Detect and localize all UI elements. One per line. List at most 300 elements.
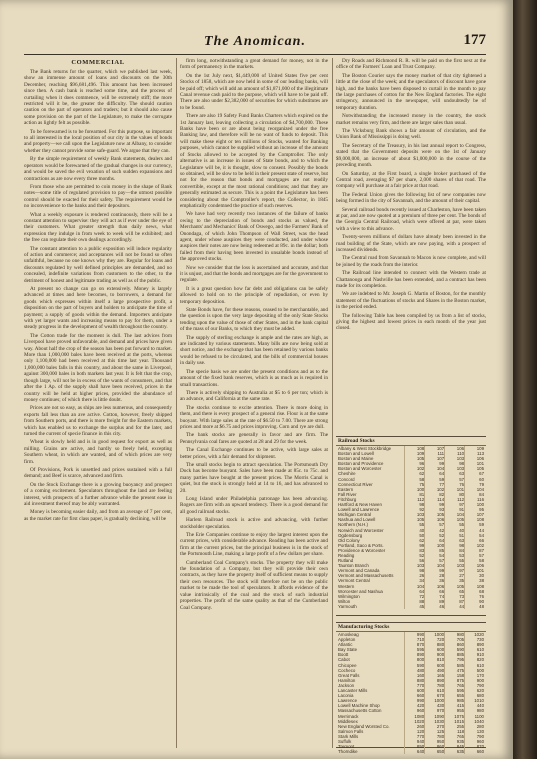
manufacturing-stocks-table [336,622,486,755]
column-2 [180,58,328,748]
stock-price: 102 [424,487,444,492]
stock-price: 600 [404,688,424,693]
stock-name: Lancaster Mills [338,688,368,694]
stock-price: 106 [444,446,464,451]
stock-price: 106 [464,563,486,568]
stock-price: 655 [444,693,464,698]
stock-price: 770 [404,683,424,688]
stock-name: Cabot [338,657,350,663]
stock-price: 107 [424,456,444,461]
stock-name: Nashua and Lowell [338,517,376,523]
stock-price: 40 [404,528,424,533]
stock-price: 98 [444,543,464,548]
stock-name: Rutland [338,558,354,564]
stock-price: 260 [404,724,424,729]
stock-price: 84 [444,548,464,553]
page-title: The Anomican. [204,34,306,49]
stock-price: 81 [404,492,424,497]
stock-name: Wilmington [338,593,360,599]
article-paragraph: The Secretary of the Treasury, in his last annual report to Congress, stated that the Government deposits were on the 1st of January $9,000,000, an increase of about $1,000,000 in the course of the preceding month. [336,142,486,169]
stock-price: 795 [444,657,464,662]
article-paragraph: Long Island under Philadelphia patronage has been advancing. Rogers are firm with an upward tendency. There is a good demand for all good railroad stocks. [180,496,328,515]
stock-price: 103 [444,466,464,471]
stock-name: Lowell Machine Shop [338,703,380,709]
stock-price: 730 [464,637,486,642]
stock-name: Lowell and Lawrence [338,507,380,513]
stock-price: 80 [444,492,464,497]
stock-price: 45 [404,604,424,609]
stock-price: 105 [444,517,464,522]
stock-price: 84 [464,492,486,497]
stock-price: 430 [424,703,444,708]
stock-price: 595 [444,688,464,693]
article-paragraph: Notwithstanding the increased money in the country, the stock market remains very firm, and there are larger sales than usual. [336,113,486,126]
stock-price: 65 [444,589,464,594]
article-paragraph: Money is becoming easier daily, and from an average of 7 per cent, as the market rate for first class paper, is gradually declining, will be [24,509,172,522]
stock-price: 102 [464,543,486,548]
stock-price: 99 [424,502,444,507]
stock-price: 950 [424,739,444,744]
stock-price: 590 [404,663,424,668]
stock-price: 1015 [444,719,464,724]
stock-price: 48 [464,604,486,609]
stock-price: 106 [424,517,444,522]
stock-price: 35 [444,578,464,583]
stock-price: 116 [464,497,486,502]
stock-price: 670 [424,693,444,698]
stock-price: 93 [424,507,444,512]
stock-price: 1100 [464,714,486,719]
stock-price: 91 [444,507,464,512]
stock-price: 59 [464,522,486,527]
stock-price: 109 [464,446,486,451]
stock-price: 910 [464,652,486,657]
section-heading: COMMERCIAL [71,59,125,66]
stock-price: 790 [464,734,486,739]
article-paragraph: There are also 19 Safety Fund Banks Charters which expired on the 1st January last, leaving collecting a circulation of $4,700,000. These Banks have been or are about being reorganized under the free Banking law, and therefore will be no want of funds to deposit. This will make these eight or ten millions of Stocks, wanted for Banking purposes, which cannot be supplied without an increase of the amount of Stocks allowed to be accepted by the Comptroller. The only alternative is an increase in issues of State bonds, and to which the Legislature will be, it is thought, slow to consent. Possibly the bonds so obtained, will be slow to be held in their present state of reserve, but not for the reason that bonds and mortgages are not readily convertible, except at the most rational conditions; and that they are generally estimated as secure. This is a point the Legislature has been considering about the Comptroller's report, the Collector, in 1845 emphatically condemned the practice of such reserves. [180,113,328,209]
article-paragraph: Cumberland Coal Company's stocks. The property they will make the foundation of a Company, but they will provide their own contracts, as they have the property itself of sufficient means to supply their own resources. The stock will therefore not be on the public market to be made the tool of speculators. It affords evidence of the value intrinsically of the coal and the stock of such industrial properties. The profit of the same quality as that of the Cumberland Coal Company. [180,559,328,611]
stock-price: 165 [424,673,444,678]
stock-price: 104 [404,584,424,589]
stock-price: 103 [404,563,424,568]
article-paragraph: What a weekly exposure is rendered continuously, there will be a constant attention to supervise: they will act as if ever under the eye of their customers. What greater strength than daily news, what expression they indulge in from week to week will be exhibited; and the free can regulate their own dealings accordingly. [24,211,172,244]
column-3 [336,58,486,430]
stock-price: 58 [404,477,424,482]
article-paragraph: By the simple requirement of weekly Bank statements, dealers and operators would be forewarned of the gradual changes in our currency, and would be saved the evil vexation of such sudden expansions and contractions as are now every three months. [24,156,172,182]
stock-price: 890 [404,652,424,657]
stock-price: 650 [424,749,444,754]
stock-price: 60 [464,477,486,482]
stock-price: 67 [464,471,486,476]
stock-name: Appleton [338,637,356,643]
stock-price: 100 [404,487,424,492]
stock-price: 76 [444,482,464,487]
stock-price: 46 [424,604,444,609]
stock-price: 610 [464,663,486,668]
stock-price: 845 [444,744,464,749]
stock-price: 600 [424,647,444,652]
stock-price: 860 [444,642,464,647]
stock-price: 26 [404,573,424,578]
article-paragraph: Dry Roads and Richmond R. R. will be paid on the first next at the office of the Farmers' Loan and Trust Company. [336,58,486,71]
stock-price: 40 [444,528,464,533]
stock-price: 112 [404,497,424,502]
page-header [24,34,486,55]
stock-price: 850 [404,744,424,749]
stock-price: 955 [444,708,464,713]
stock-price: 44 [444,604,464,609]
stock-price: 890 [424,678,444,683]
stock-price: 890 [464,642,486,647]
stock-price: 96 [404,461,424,466]
article-paragraph: The Federal Union gives the following list of new companies now being formed in the city of Savannah, and the amount of their capital. [336,191,486,205]
table-caption: Manufacturing Stocks [336,623,486,632]
stock-price: 110 [444,451,464,456]
stock-price: 107 [464,512,486,517]
stock-price: 105 [404,517,424,522]
stock-price: 1010 [464,698,486,703]
stock-price: 990 [404,632,424,637]
stock-price: 107 [424,446,444,451]
stock-price: 53 [444,553,464,558]
stock-price: 52 [404,553,424,558]
stock-name: Albany & West Stockbridge [338,446,392,451]
stock-name: Old Colony [338,537,360,543]
stock-price: 960 [404,708,424,713]
stock-price: 62 [404,538,424,543]
stock-price: 56 [404,558,424,563]
stock-price: 490 [424,668,444,673]
stock-price: 68 [464,589,486,594]
stock-price: 720 [424,637,444,642]
stock-price: 97 [444,568,464,573]
article-paragraph: The small stocks begin to attract speculation. The Portsmouth Dry Dock has become buoyant. Sales have been made at 85c. to 75c. and many parties have bought at the present prices. The Morris Canal is quiet, but the stock is strongly held at 14 to 16, and has advanced to 20. [180,461,328,494]
stock-price: 52 [424,533,444,538]
stock-price: 58 [464,558,486,563]
stock-price: 100 [424,543,444,548]
table-row [336,749,486,754]
stock-price: 610 [464,647,486,652]
article-paragraph: Of Provisions, Pork is unsettled and prices sustained with a full demand; and Beef is scarce, advanced and firm. [24,466,172,480]
stock-price: 63 [444,471,464,476]
stock-price: 87 [464,548,486,553]
stock-price: 59 [424,477,444,482]
article-paragraph: Now we consider that the loss is ascertained and accurate, and that it is unjust, and that the bonds and mortgages are for the government to regulate. [180,264,328,284]
stock-price: 104 [444,512,464,517]
stock-price: 960 [464,739,486,744]
stock-price: 810 [424,657,444,662]
article-paragraph: Twenty-seven millions of dollars have already been invested in the road building of the State, which are now paying, with a prospect of increased dividends. [336,234,486,253]
article-paragraph: The stocks continue to excite attention. There is more doing in them, and there is every prospect of a general rise. Flour is at the same buoyant. With large sales at the rate of $6.50 to 7.00. There are strong prices and more at $6.75 and prices improving. Corn and rye are dull. [180,404,328,430]
stock-price: 590 [444,647,464,652]
stock-price: 51 [444,533,464,538]
article-paragraph: The Boston Courier says the money market of that city tightened a little at the close of the week; and the speculators of discount have gone high, and the banks have been disposed to curtail in the month to pay the large purchases of cotton for the New England factories. The eight stringency, announced in the newspaper, will undoubtedly be of temporary duration. [336,72,486,111]
stock-price: 270 [424,724,444,729]
stock-price: 98 [404,568,424,573]
article-paragraph: The bank stocks are generally in favor and are firm. The Pennsylvania coal fares are quoted at 28 and 29 for the week. [180,432,328,445]
stock-price: 101 [464,461,486,466]
stock-price: 75 [404,482,424,487]
stock-name: Vermont and Massachusetts [338,573,394,579]
stock-name: Reading [338,552,355,558]
stock-price: 780 [424,734,444,739]
stock-name: Salmon Falls [338,728,364,734]
stock-price: 940 [404,739,424,744]
stock-price: 44 [464,528,486,533]
stock-price: 106 [424,584,444,589]
stock-price: 900 [424,652,444,657]
stock-price: 770 [404,734,424,739]
stock-price: 57 [464,553,486,558]
stock-name: Boston and Worcester [338,466,382,472]
stock-price: 500 [464,668,486,673]
stock-price: 980 [444,632,464,637]
table-row [336,604,486,609]
stock-price: 79 [464,482,486,487]
stock-name: Merrimack [338,713,359,719]
stock-price: 255 [444,724,464,729]
stock-price: 415 [444,703,464,708]
stock-price: 83 [404,548,424,553]
stock-price: 780 [424,683,444,688]
stock-name: Bay State [338,647,358,653]
stock-price: 76 [464,594,486,599]
stock-price: 104 [424,563,444,568]
stock-price: 54 [424,553,444,558]
stock-price: 28 [424,573,444,578]
stock-price: 885 [444,652,464,657]
stock-price: 475 [444,668,464,673]
stock-price: 1020 [464,632,486,637]
stock-price: 74 [424,594,444,599]
stock-price: 30 [464,573,486,578]
stock-price: 50 [404,533,424,538]
stock-name: Worcester and Nashua [338,588,383,594]
stock-name: Middlesex [338,718,358,724]
stock-price: 420 [404,703,424,708]
stock-price: 980 [464,708,486,713]
stock-price: 440 [464,703,486,708]
article-paragraph: The Cotton trade for the moment is dull. The last advices from Liverpool have proved unfavorable, and demand and prices have given way. About half the crop of the season has been put forward to market. More than 1,000,000 bales have been received at the ports, whereas only 1,100,000 had been received at this time last year. Thousand 1,000,000 bales falls in this country, and about the same in Liverpool, against 300,000 bales in both markets last year. It is felt that the crop, though large, will not be in excess of the wants of consumers, and that after the 1 Ap. of the supply shall have been received, prices in the country will be held at higher prices, provided the abundance of money continues; of which there is little doubt. [24,332,172,403]
article-paragraph: We are indebted to Mr. Joseph G. Martin of Boston, for the monthly statement of the fluctuations of stocks and Shares in the Boston market, in the period ended. [336,291,486,311]
stock-price: 880 [404,678,424,683]
stock-price: 103 [404,512,424,517]
stock-price: 640 [404,749,424,754]
stock-name: Western [338,583,355,589]
stock-price: 89 [424,599,444,604]
stock-price: 1080 [404,714,424,719]
stock-price: 104 [424,466,444,471]
stock-name: Providence & Worcester [338,547,386,553]
stock-price: 108 [404,446,424,451]
stock-price: 595 [404,647,424,652]
stock-price: 85 [424,548,444,553]
stock-name: Boston and Providence [338,461,384,467]
stock-price: 64 [424,471,444,476]
article-paragraph: Harlem Railroad stock is active and advancing, with further stockholder speculation. [180,517,328,530]
stock-price: 800 [404,657,424,662]
stock-price: 105 [464,466,486,471]
stock-price: 113 [464,451,486,456]
stock-price: 635 [444,749,464,754]
stock-name: Cheshire [338,471,356,477]
stock-price: 55 [444,558,464,563]
stock-price: 77 [424,482,444,487]
stock-price: 38 [464,578,486,583]
stock-price: 990 [404,698,424,703]
stock-name: Great Falls [338,672,360,678]
stock-price: 66 [464,538,486,543]
stock-price: 610 [424,688,444,693]
stock-name: Fitchburg [338,496,357,502]
stock-price: 620 [464,688,486,693]
stock-price: 880 [424,642,444,647]
stock-price: 985 [444,698,464,703]
stock-price: 34 [404,578,424,583]
article-paragraph: The constant attention to a public exposition will induce regularity of action and commerce; and acceptances will not be found so often unfaithful, because no one knows why they are. Regular for loans and discounts regulated by well defined principles are demanded, and no concealed, indefinite variations from customers to the other, to the detriment of honest and legitimate trading as well as of the public. [24,245,172,284]
stock-price: 680 [464,693,486,698]
stock-price: 860 [424,744,444,749]
stock-price: 100 [464,502,486,507]
column-rule [176,58,177,748]
article-paragraph: State Bonds have, for these reasons, ceased to be merchantable, and the question is upon the very large depositing of the only State Stocks tending upon the value of those of other States, and in the bank capital of the mass of our Banks, to which they must be added. [180,307,328,333]
stock-price: 935 [444,739,464,744]
stock-price: 64 [404,589,424,594]
column-rule [332,58,333,748]
stock-price: 55 [444,522,464,527]
stock-name: Laconia [338,693,354,699]
stock-name: Boston and Maine [338,456,374,462]
stock-price: 57 [424,558,444,563]
article-paragraph: The following Table has been compiled by us from a list of stocks, giving the highest and lowest prices in each month of the year just closed. [336,312,486,332]
stock-price: 42 [424,528,444,533]
stock-price: 108 [464,517,486,522]
stock-price: 92 [404,507,424,512]
railroad-stocks-table [336,436,486,616]
stock-price: 54 [464,533,486,538]
stock-price: 98 [444,461,464,466]
stock-price: 103 [444,456,464,461]
stock-price: 1000 [424,698,444,703]
stock-price: 73 [444,594,464,599]
article-paragraph: On Saturday, at the First board, a single broker purchased of the Central road, averaging $7 per share, 2,000 shares of that road. The company will purchase at a fair price at that road. [336,170,486,190]
stock-price: 280 [464,724,486,729]
stock-name: Stark Mills [338,733,359,739]
column-1 [24,58,172,748]
stock-name: Atlantic [338,642,353,648]
stock-price: 660 [464,749,486,754]
stock-price: 114 [424,497,444,502]
stock-name: Northern (N.H.) [338,522,369,528]
article-paragraph: We have had very recently two instances of the failure of banks owing to the depreciation of bonds and stocks as valued, the Merchants' and Mechanics' Bank of Oswego, and the Farmers' Bank of Onondaga, of which John Thompson of Wall Street, was the head agent, under whose auspices they were conducted, and under whose auspices their notes are now being redeemed at 89c. in the dollar; both failed from their having been invested in unsalable bonds instead of the approved stocks. [180,211,328,263]
stock-price: 660 [404,693,424,698]
stock-name: Fall River [338,491,357,497]
stock-price: 710 [404,637,424,642]
stock-name: Hartford & New Haven [338,502,382,508]
article-paragraph: The specie basis we are under the present conditions and as to the amount of the fixed bank reserves, which is as much as is required in small transactions. [180,368,328,388]
stock-price: 103 [444,563,464,568]
stock-price: 95 [464,507,486,512]
stock-price: 64 [424,538,444,543]
stock-price: 105 [404,456,424,461]
stock-name: Yarmouth [338,603,357,609]
article-paragraph: Prices are not so easy, as ships are less numerous, and consequently exports fall less than an ave active. Cotton, however, freely shipped from Southern ports, and there is more freight for the Eastern markets, which has enabled us to exchange the surplus and for the later, and turned the current of specie finance in this city. [24,405,172,437]
stock-name: Michigan Central [338,512,371,518]
stock-price: 97 [444,502,464,507]
stock-price: 112 [444,497,464,502]
stock-name: New England Worsted Co. [338,723,390,729]
stock-name: Eastern [338,486,354,492]
article-paragraph: On the 1st July next, $1,449,000 of United States five per cent Stocks of 1858, which are now held in some of our leading banks, will be paid off; which will add an amount of $1,871,000 of the illegitimate Canal revenue cash paid to the purpose, which will have to be paid off. There are also under $2,382,000 of securities for which substitutes are to be found. [180,72,328,111]
stock-name: Tremont [338,744,355,750]
stock-price: 99 [424,568,444,573]
stock-name: Lawrence [338,698,358,704]
stock-price: 27 [444,573,464,578]
stock-name: Vermont and Canada [338,568,380,574]
stock-price: 101 [444,487,464,492]
stock-price: 88 [404,599,424,604]
article-paragraph: At present no change can go on extensively. Money is largely advanced at times and here becomes, to borrowers, a demand for goods which expresses within itself a large prospective profit, a disposition on the part of buyers and holders to anticipate the time of payment; a supply of goods within the demand. Importers anticipate with yet larger wants and increasing means to pay for them, under a steady progress in the development of wealth throughout the country. [24,286,172,331]
stock-price: 90 [464,599,486,604]
stock-price: 170 [464,673,486,678]
stock-name: Norwich and Worcester [338,527,384,533]
stock-price: 705 [444,637,464,642]
stock-price: 101 [464,568,486,573]
stock-price: 790 [464,683,486,688]
article-paragraph: From those who are permitted to coin money in the shape of Bank notes—some title of regulated provision to pay—the utmost possible control should be exacted for their safety. The requirement would be no inconvenience to the banks and their depositors. [24,183,172,210]
stock-price: 111 [424,451,444,456]
stock-price: 600 [424,663,444,668]
stock-price: 1090 [424,714,444,719]
stock-name: Vermont Central [338,578,370,584]
article-paragraph: The supply of sterling exchange is ample and the rates are high, as are indicated by various statements. Many bills are now being sold at short notice, and the exchange that has been retained by various banks would be refused to be circulated, and the bills of commercial houses in daily use. [180,334,328,367]
stock-price: 158 [444,673,464,678]
stock-price: 105 [444,584,464,589]
stock-name: Ogdensburg [338,532,363,538]
table-caption: Railroad Stocks [336,437,486,446]
stock-price: 102 [404,466,424,471]
article-paragraph: On the Stock Exchange there is a growing buoyancy and prospect of a coming excitement. Speculators throughout the land are feeling interest, with prospects of a further advance while the present ease in aid investment thereof may be ably warranted. [24,481,172,507]
article-paragraph: The Erie Companies continue to enjoy the largest interest upon the current prices, with considerable advance. Reading has been active and firm at the current prices, but the principal business is in the stock of the Portsmouth Line, making a large profit of a few dollars per share. [180,532,328,558]
stock-price: 160 [404,673,424,678]
stock-price: 1040 [464,719,486,724]
article-paragraph: There is actively shipping to Australia at $5 to 6 per ton; which is an advance, and California at the same rate. [180,389,328,403]
stock-price: 820 [464,657,486,662]
stock-price: 66 [424,589,444,594]
stock-name: Hamilton [338,677,356,683]
article-paragraph: firm long, notwithstanding a great demand for money, not in the form of permanency in the markets. [180,58,328,71]
article-paragraph: The Bank returns for the quarter, which we published last week, show an immense amount of loans and discounts on the 30th December, reaching $96,681,496. This amount has been increased since then. A cash bank is reached some time, and the process of curtailing when it does commence, will be extremely stiff; the more restricted will it be, the greater the difficulty. The should caution caution on the part of operators and traders; but it should also cause some provision on the part of the Legislature, to make the corrugate action as lightly felt as possible. [24,69,172,127]
stock-price: 57 [444,477,464,482]
stock-name: Portland, Saco & Ports. [338,542,384,548]
stock-name: Taunton Branch [338,563,369,569]
stock-price: 55 [404,522,424,527]
stock-price: 105 [424,512,444,517]
stock-name: Chicopee [338,662,357,668]
stock-name: Amoskeag [338,632,359,637]
stock-price: 1030 [424,719,444,724]
stock-price: 120 [404,729,424,734]
stock-price: 1075 [444,714,464,719]
article-paragraph: It is a great question how far debt and obligations can be safely allowed to hold on to the principle of repudiation, or even by temporary deposition. [180,285,328,305]
article-paragraph: The Canal Exchange continues to be active, with large sales at better prices, with a fair demand for shipment. [180,447,328,460]
stock-name: Thorndike [338,749,358,755]
stock-name: Connecticut River [338,481,373,487]
stock-price: 765 [444,683,464,688]
article-paragraph: Several railroad bonds recently issued at Charleston, have been taken at par, and are now quoted at a premium of three per cent. The bonds of the Georgia Central Railroad, which were offered at par, were taken with a view to this advance. [336,206,486,232]
stock-price: 875 [444,678,464,683]
stock-price: 118 [444,729,464,734]
